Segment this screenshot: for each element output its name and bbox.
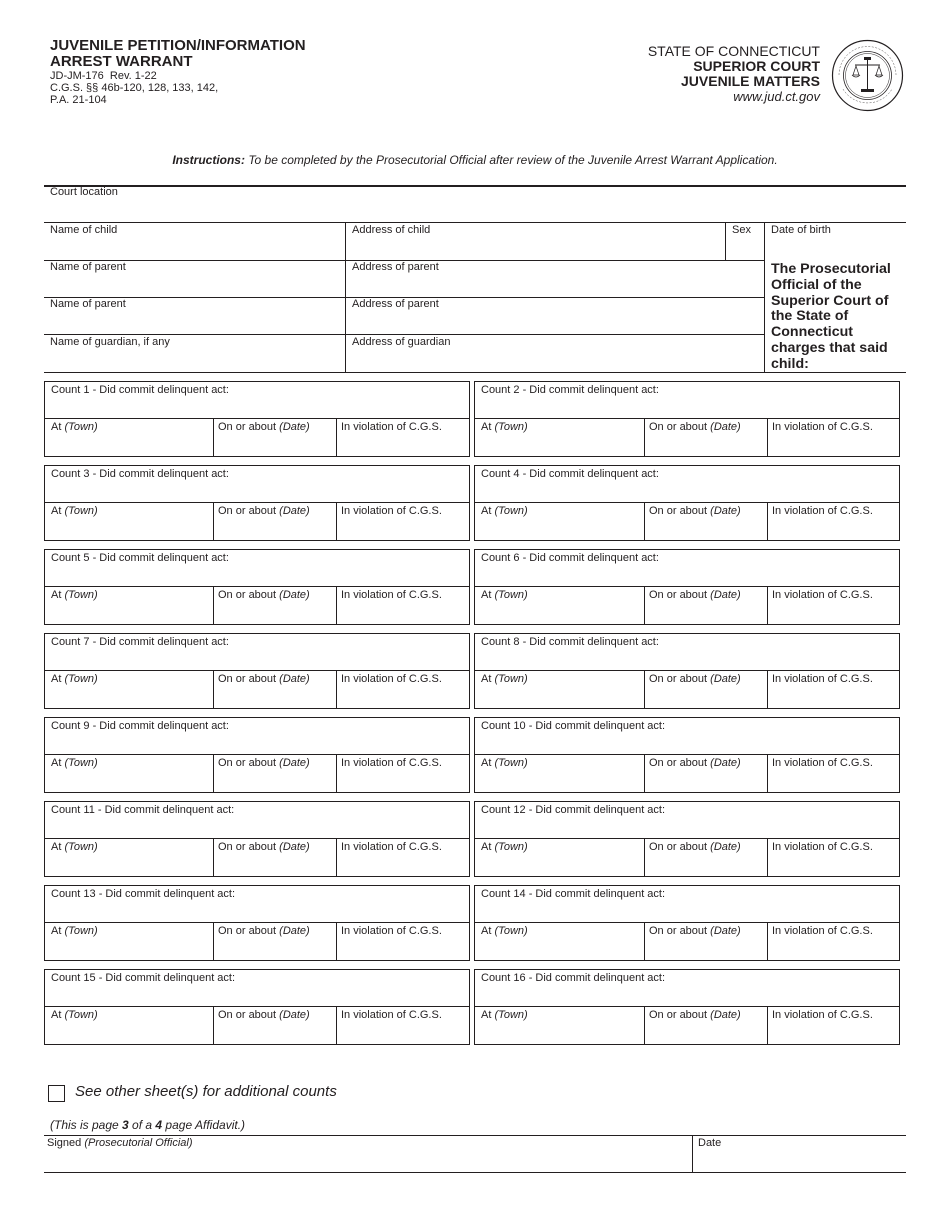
divider: [644, 922, 645, 960]
divider: [644, 418, 645, 456]
count-date-field[interactable]: [648, 855, 767, 875]
form-title: [50, 38, 306, 70]
count-town-label: At (Town): [51, 757, 98, 769]
page-indicator: (This is page 3 of a 4 page Affidavit.): [50, 1118, 246, 1132]
rule: [475, 922, 899, 923]
divider: [213, 754, 214, 792]
count-violation-label: In violation of C.G.S.: [772, 673, 873, 685]
court-location-field[interactable]: [46, 200, 906, 222]
count-town-field[interactable]: [49, 687, 213, 707]
count-date-label: On or about (Date): [649, 673, 741, 685]
date-of-birth-label: Date of birth: [771, 224, 831, 236]
count-town-field[interactable]: [49, 603, 213, 623]
name-of-child-label: Name of child: [50, 224, 118, 236]
count-town-label: At (Town): [481, 925, 528, 937]
count-town-field[interactable]: [49, 519, 213, 539]
rule: [44, 334, 764, 335]
count-box: [474, 801, 900, 877]
count-town-label: At (Town): [51, 925, 98, 937]
count-act-field[interactable]: [49, 398, 469, 418]
count-town-label: At (Town): [481, 505, 528, 517]
divider: [336, 586, 337, 624]
rule: [45, 418, 469, 419]
page-number: 3: [122, 1118, 129, 1132]
count-violation-field[interactable]: [340, 519, 469, 539]
divider: [767, 838, 768, 876]
count-town-field[interactable]: [49, 1023, 213, 1043]
divider: [644, 1006, 645, 1044]
count-town-label: At (Town): [51, 505, 98, 517]
divider: [767, 670, 768, 708]
count-date-field[interactable]: [217, 1023, 336, 1043]
form-meta: [50, 70, 218, 106]
count-violation-label: In violation of C.G.S.: [341, 1009, 442, 1021]
count-violation-label: In violation of C.G.S.: [341, 505, 442, 517]
count-title: Count 14 - Did commit delinquent act:: [481, 888, 666, 900]
count-act-field[interactable]: [479, 986, 899, 1006]
rule: [44, 1172, 906, 1173]
count-date-label: On or about (Date): [649, 1009, 741, 1021]
count-violation-label: In violation of C.G.S.: [772, 505, 873, 517]
rule: [475, 670, 899, 671]
count-box: [44, 969, 470, 1045]
divider: [345, 222, 346, 372]
count-date-label: On or about (Date): [649, 841, 741, 853]
count-title: Count 1 - Did commit delinquent act:: [51, 384, 229, 396]
count-violation-field[interactable]: [771, 435, 899, 455]
count-title: Count 3 - Did commit delinquent act:: [51, 468, 229, 480]
count-town-label: At (Town): [481, 841, 528, 853]
count-violation-label: In violation of C.G.S.: [772, 1009, 873, 1021]
count-violation-label: In violation of C.G.S.: [772, 757, 873, 769]
rule: [45, 838, 469, 839]
count-date-field[interactable]: [217, 519, 336, 539]
address-of-guardian-label: Address of guardian: [352, 336, 451, 348]
name-of-parent-2-label: Name of parent: [50, 298, 126, 310]
name-of-guardian-label: Name of guardian, if any: [50, 336, 170, 348]
page-total: 4: [155, 1118, 163, 1132]
rule: [45, 754, 469, 755]
divider: [213, 418, 214, 456]
address-of-parent-2-label: Address of parent: [352, 298, 439, 310]
count-title: Count 5 - Did commit delinquent act:: [51, 552, 229, 564]
count-town-field[interactable]: [479, 435, 644, 455]
count-town-label: At (Town): [51, 589, 98, 601]
rule: [44, 1135, 906, 1136]
sex-field[interactable]: [728, 238, 766, 260]
count-violation-field[interactable]: [771, 603, 899, 623]
count-town-field[interactable]: [479, 939, 644, 959]
count-title: Count 15 - Did commit delinquent act:: [51, 972, 236, 984]
count-date-label: On or about (Date): [649, 505, 741, 517]
date-of-birth-field[interactable]: [768, 238, 906, 260]
divider: [644, 586, 645, 624]
name-of-parent-1-label: Name of parent: [50, 261, 126, 273]
count-box: [44, 381, 470, 457]
divider: [336, 922, 337, 960]
count-town-label: At (Town): [51, 673, 98, 685]
count-date-field[interactable]: [217, 855, 336, 875]
count-date-field[interactable]: [217, 687, 336, 707]
rule: [45, 502, 469, 503]
count-box: [44, 549, 470, 625]
sex-label: Sex: [732, 224, 751, 236]
count-date-label: On or about (Date): [218, 589, 310, 601]
count-violation-field[interactable]: [771, 939, 899, 959]
count-date-field[interactable]: [648, 939, 767, 959]
count-date-field[interactable]: [217, 435, 336, 455]
count-box: [474, 381, 900, 457]
count-violation-label: In violation of C.G.S.: [772, 925, 873, 937]
divider: [336, 670, 337, 708]
count-act-field[interactable]: [479, 734, 899, 754]
count-act-field[interactable]: [49, 902, 469, 922]
count-town-label: At (Town): [481, 1009, 528, 1021]
count-town-label: At (Town): [481, 589, 528, 601]
count-violation-field[interactable]: [340, 855, 469, 875]
count-date-label: On or about (Date): [649, 757, 741, 769]
see-other-label: See other sheet(s) for additional counts: [75, 1083, 337, 1100]
rule: [45, 670, 469, 671]
website: www.jud.ct.gov: [733, 89, 820, 104]
rule: [475, 1006, 899, 1007]
count-town-label: At (Town): [51, 421, 98, 433]
count-violation-label: In violation of C.G.S.: [772, 421, 873, 433]
count-violation-field[interactable]: [340, 603, 469, 623]
name-of-child-field[interactable]: [46, 238, 346, 260]
count-date-field[interactable]: [648, 1023, 767, 1043]
divider: [692, 1135, 693, 1172]
count-date-label: On or about (Date): [218, 841, 310, 853]
signed-label: Signed (Prosecutorial Official): [47, 1137, 193, 1149]
count-date-field[interactable]: [648, 771, 767, 791]
count-town-field[interactable]: [479, 519, 644, 539]
count-town-label: At (Town): [481, 673, 528, 685]
count-date-field[interactable]: [217, 603, 336, 623]
divider: [336, 754, 337, 792]
form-revision: Rev. 1-22: [109, 70, 157, 82]
address-of-child-field[interactable]: [348, 238, 728, 260]
count-violation-field[interactable]: [771, 855, 899, 875]
name-of-parent-1-field[interactable]: [46, 275, 346, 297]
count-box: [44, 801, 470, 877]
divider: [213, 922, 214, 960]
rule: [475, 586, 899, 587]
count-box: [44, 717, 470, 793]
count-date-label: On or about (Date): [218, 757, 310, 769]
count-date-label: On or about (Date): [649, 589, 741, 601]
count-title: Count 4 - Did commit delinquent act:: [481, 468, 659, 480]
count-title: Count 8 - Did commit delinquent act:: [481, 636, 659, 648]
count-town-field[interactable]: [49, 771, 213, 791]
court-header: [648, 44, 820, 104]
count-violation-field[interactable]: [340, 687, 469, 707]
instructions: [0, 153, 950, 167]
see-other-checkbox[interactable]: [48, 1085, 65, 1102]
count-date-field[interactable]: [648, 687, 767, 707]
signed-date-field[interactable]: [696, 1150, 906, 1172]
count-box: [474, 549, 900, 625]
count-box: [44, 633, 470, 709]
count-act-field[interactable]: [479, 482, 899, 502]
count-violation-field[interactable]: [771, 1023, 899, 1043]
count-box: [44, 465, 470, 541]
divider: [213, 1006, 214, 1044]
address-of-child-label: Address of child: [352, 224, 431, 236]
form-title-line2: ARREST WARRANT: [50, 53, 193, 70]
count-box: [474, 969, 900, 1045]
count-date-field[interactable]: [217, 771, 336, 791]
divider: [336, 502, 337, 540]
divider: [767, 754, 768, 792]
rule: [475, 418, 899, 419]
count-box: [474, 885, 900, 961]
address-of-parent-1-label: Address of parent: [352, 261, 439, 273]
count-violation-label: In violation of C.G.S.: [341, 925, 442, 937]
count-town-field[interactable]: [49, 855, 213, 875]
count-title: Count 9 - Did commit delinquent act:: [51, 720, 229, 732]
count-title: Count 10 - Did commit delinquent act:: [481, 720, 666, 732]
divider: [767, 586, 768, 624]
divider: [767, 418, 768, 456]
divider: [336, 418, 337, 456]
divider: [213, 838, 214, 876]
count-town-field[interactable]: [49, 435, 213, 455]
count-act-field[interactable]: [479, 650, 899, 670]
count-town-label: At (Town): [481, 757, 528, 769]
rule: [475, 502, 899, 503]
divider: [767, 1006, 768, 1044]
divider: [644, 670, 645, 708]
count-town-label: At (Town): [51, 841, 98, 853]
count-act-field[interactable]: [49, 566, 469, 586]
count-violation-label: In violation of C.G.S.: [341, 589, 442, 601]
matters-name: JUVENILE MATTERS: [681, 73, 820, 89]
count-act-field[interactable]: [49, 818, 469, 838]
count-title: Count 2 - Did commit delinquent act:: [481, 384, 659, 396]
count-violation-field[interactable]: [340, 771, 469, 791]
address-of-guardian-field[interactable]: [348, 350, 764, 372]
count-date-label: On or about (Date): [218, 1009, 310, 1021]
date-label: Date: [698, 1137, 722, 1149]
count-title: Count 13 - Did commit delinquent act:: [51, 888, 236, 900]
count-violation-label: In violation of C.G.S.: [772, 589, 873, 601]
public-act-ref: P.A. 21-104: [50, 94, 107, 106]
rule: [475, 838, 899, 839]
count-violation-field[interactable]: [340, 435, 469, 455]
count-town-field[interactable]: [49, 939, 213, 959]
count-town-field[interactable]: [479, 771, 644, 791]
count-title: Count 11 - Did commit delinquent act:: [51, 804, 235, 816]
count-title: Count 7 - Did commit delinquent act:: [51, 636, 229, 648]
count-violation-label: In violation of C.G.S.: [341, 841, 442, 853]
count-title: Count 6 - Did commit delinquent act:: [481, 552, 659, 564]
name-of-parent-2-field[interactable]: [46, 312, 346, 334]
count-town-field[interactable]: [479, 855, 644, 875]
count-violation-field[interactable]: [771, 687, 899, 707]
count-violation-label: In violation of C.G.S.: [341, 673, 442, 685]
form-number: JD-JM-176: [50, 70, 104, 82]
divider: [213, 502, 214, 540]
divider: [213, 586, 214, 624]
court-name: SUPERIOR COURT: [693, 58, 820, 74]
count-date-field[interactable]: [648, 519, 767, 539]
count-violation-label: In violation of C.G.S.: [772, 841, 873, 853]
count-date-label: On or about (Date): [649, 421, 741, 433]
count-act-field[interactable]: [49, 734, 469, 754]
count-violation-label: In violation of C.G.S.: [341, 421, 442, 433]
count-town-field[interactable]: [479, 1023, 644, 1043]
count-violation-field[interactable]: [340, 1023, 469, 1043]
count-town-label: At (Town): [481, 421, 528, 433]
rule: [44, 185, 906, 187]
instructions-label: Instructions:: [172, 153, 245, 167]
divider: [725, 222, 726, 260]
count-violation-label: In violation of C.G.S.: [341, 757, 442, 769]
rule: [475, 754, 899, 755]
court-location-label: Court location: [50, 186, 118, 198]
count-box: [474, 633, 900, 709]
state-name: STATE OF CONNECTICUT: [647, 43, 820, 59]
count-date-field[interactable]: [648, 435, 767, 455]
statute-ref: C.G.S. §§ 46b-120, 128, 133, 142,: [50, 82, 219, 94]
count-date-label: On or about (Date): [649, 925, 741, 937]
address-of-parent-1-field[interactable]: [348, 275, 764, 297]
signature-field[interactable]: [46, 1150, 692, 1172]
divider: [644, 838, 645, 876]
count-box: [44, 885, 470, 961]
rule: [44, 222, 906, 223]
count-act-field[interactable]: [479, 902, 899, 922]
address-of-parent-2-field[interactable]: [348, 312, 764, 334]
divider: [336, 838, 337, 876]
divider: [336, 1006, 337, 1044]
rule: [45, 1006, 469, 1007]
form-title-line1: JUVENILE PETITION/INFORMATION: [50, 37, 306, 54]
count-town-label: At (Town): [51, 1009, 98, 1021]
count-title: Count 16 - Did commit delinquent act:: [481, 972, 666, 984]
count-box: [474, 717, 900, 793]
count-date-label: On or about (Date): [218, 925, 310, 937]
state-seal-icon: [831, 39, 904, 112]
divider: [644, 754, 645, 792]
count-box: [474, 465, 900, 541]
divider: [767, 502, 768, 540]
rule: [45, 922, 469, 923]
count-violation-field[interactable]: [771, 519, 899, 539]
count-act-field[interactable]: [49, 986, 469, 1006]
count-act-field[interactable]: [479, 566, 899, 586]
instructions-text: To be completed by the Prosecutorial Official after review of the Juvenile Arrest Warrant Application.: [244, 153, 778, 167]
rule: [45, 586, 469, 587]
count-date-label: On or about (Date): [218, 673, 310, 685]
count-act-field[interactable]: [479, 818, 899, 838]
count-act-field[interactable]: [479, 398, 899, 418]
count-act-field[interactable]: [49, 650, 469, 670]
divider: [213, 670, 214, 708]
count-date-field[interactable]: [217, 939, 336, 959]
count-date-label: On or about (Date): [218, 421, 310, 433]
charge-statement: The Prosecutorial Official of the Superior Court of the State of Connecticut charges that said child:: [771, 261, 891, 372]
count-title: Count 12 - Did commit delinquent act:: [481, 804, 666, 816]
count-act-field[interactable]: [49, 482, 469, 502]
count-violation-field[interactable]: [340, 939, 469, 959]
count-town-field[interactable]: [479, 687, 644, 707]
count-town-field[interactable]: [479, 603, 644, 623]
divider: [644, 502, 645, 540]
count-date-field[interactable]: [648, 603, 767, 623]
count-date-label: On or about (Date): [218, 505, 310, 517]
count-violation-field[interactable]: [771, 771, 899, 791]
divider: [767, 922, 768, 960]
name-of-guardian-field[interactable]: [46, 350, 346, 372]
divider: [764, 222, 765, 372]
